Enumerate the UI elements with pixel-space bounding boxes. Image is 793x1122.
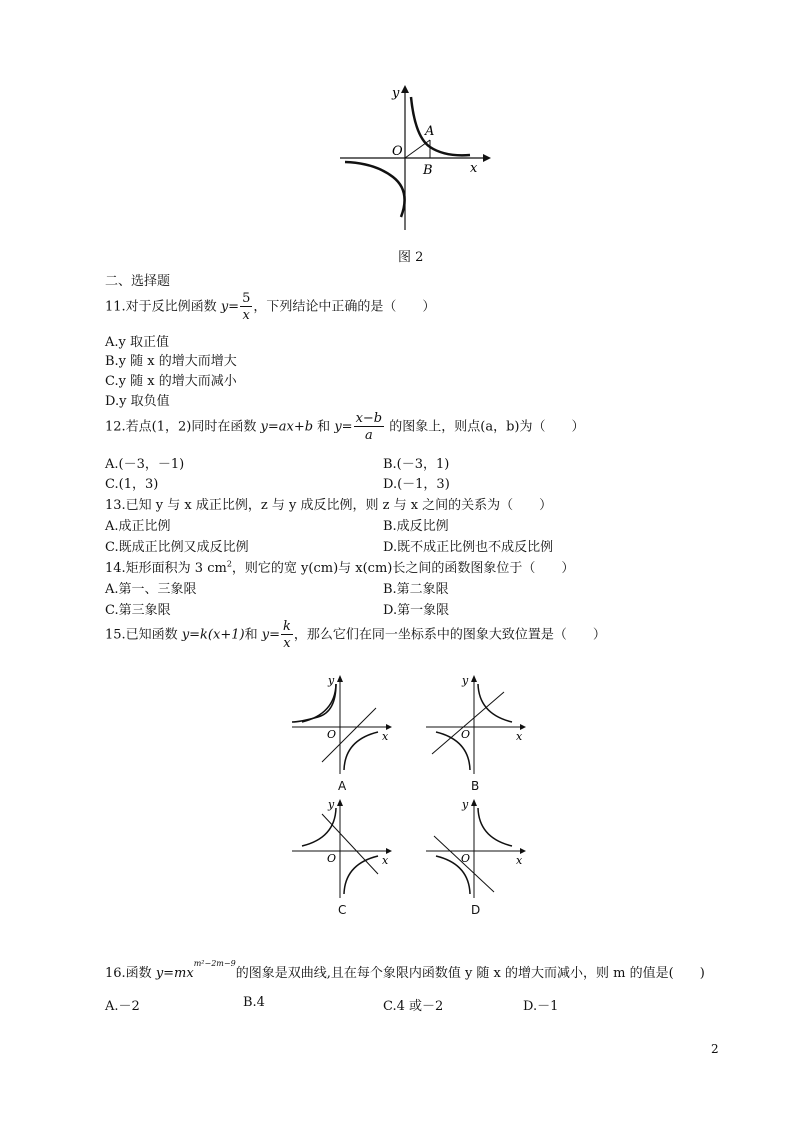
q13-option-a: A.成正比例 [105,519,171,534]
q11-frac-num: 5 [242,291,251,306]
q15-mid: 和 [244,627,262,643]
q15-fn1: y=k(x+1) [181,627,245,643]
fig2-x-label: x [470,161,478,176]
q15a-x-label: x [382,730,389,743]
q15-label-b: B [471,779,480,793]
q15-prefix: 15.已知函数 [105,627,182,643]
q15a-y-label: y [328,674,335,687]
q11-option-d: D.y 取负值 [105,394,170,409]
q15c-y-label: y [328,798,335,811]
fig2-point-a-label: A [425,124,435,139]
q15b-y-label: y [462,674,469,687]
q12-fraction [354,412,385,442]
q16-option-a: A.－2 [105,999,140,1014]
q14-option-d: D.第一象限 [383,603,450,618]
q12-option-d: D.(－1，3) [383,477,450,492]
fig2-point-b-label: B [423,163,433,178]
q15-label-c: C [338,903,347,917]
q15-graph-d [424,796,534,902]
q14-option-c: C.第三象限 [105,603,171,618]
question-11 [105,292,435,322]
q11-frac-den: x [242,308,250,323]
q15d-origin: O [461,852,471,865]
figure-2-graph [335,85,495,235]
q15-suffix: ，那么它们在同一坐标系中的图象大致位置是（ ） [293,627,606,643]
q16-exponent: m²−2m−9 [193,958,236,968]
q15b-x-label: x [516,730,523,743]
question-16 [105,958,705,981]
q12-option-b: B.(－3，1) [383,457,450,472]
q15d-x-label: x [516,854,523,867]
q16-prefix: 16.函数 [105,966,156,981]
q11-suffix: ，下列结论中正确的是（ ） [253,299,436,315]
q14-text-b: ，则它的宽 y(cm)与 x(cm)长之间的函数图象位于（ ） [231,561,575,576]
page-number: 2 [711,1042,719,1056]
q13-option-d: D.既不成正比例也不成反比例 [383,540,554,555]
q15b-origin: O [461,728,471,741]
q16-option-c: C.4 或－2 [383,999,444,1014]
q15c-x-label: x [382,854,389,867]
q12-fn1: y=ax+b [260,419,314,435]
q15-frac-den: x [283,636,291,651]
q15d-y-label: y [462,798,469,811]
q15-label-a: A [338,779,347,793]
q12-frac-den: a [364,428,373,443]
q15-graph-b [424,672,534,778]
fig2-origin-label: O [392,144,403,159]
q12-mid: 和 [313,419,335,435]
q14-text-a: 14.矩形面积为 3 cm [105,561,227,576]
q14-option-a: A.第一、三象限 [105,582,197,597]
section-title: 二、选择题 [105,274,171,289]
q12-fn2-lhs: y= [334,419,353,435]
fig2-y-label: y [392,86,400,101]
q14-sup: 2 [226,559,232,569]
q11-option-c: C.y 随 x 的增大而减小 [105,374,237,389]
q16-option-d: D.－1 [523,999,559,1014]
q11-fn-lhs: y= [220,299,240,315]
q15c-origin: O [327,852,337,865]
q13-option-b: B.成反比例 [383,519,449,534]
q12-option-c: C.(1，3) [105,477,159,492]
q14-option-b: B.第二象限 [383,582,449,597]
q11-option-b: B.y 随 x 的增大而增大 [105,354,237,369]
question-14 [105,557,574,576]
question-15 [105,620,606,650]
q16-option-b: B.4 [243,995,265,1010]
q15-fraction [281,620,293,650]
q15-graph-c [290,796,400,902]
q12-suffix: 的图象上，则点(a，b)为（ ） [385,419,585,435]
question-13: 13.已知 y 与 x 成正比例，z 与 y 成反比例，则 z 与 x 之间的关系为（ ） [105,498,553,513]
q12-option-a: A.(－3，－1) [105,457,185,472]
q16-fn: y=mx [155,966,194,981]
q15-fn2-lhs: y= [261,627,280,643]
q11-prefix: 11.对于反比例函数 [105,299,221,315]
q16-suffix: 的图象是双曲线,且在每个象限内函数值 y 随 x 的增大而减小，则 m 的值是( ) [235,966,705,981]
figure-2-caption: 图 2 [398,250,424,265]
q11-fraction [240,292,252,322]
question-12 [105,412,584,442]
q12-frac-num: x−b [355,411,383,426]
q15-label-d: D [471,903,481,917]
q13-option-c: C.既成正比例又成反比例 [105,540,249,555]
q15-frac-num: k [282,619,291,634]
q11-option-a: A.y 取正值 [105,335,169,350]
q12-prefix: 12.若点(1，2)同时在函数 [105,419,261,435]
q15-graph-a [290,672,400,778]
q15a-origin: O [327,728,337,741]
